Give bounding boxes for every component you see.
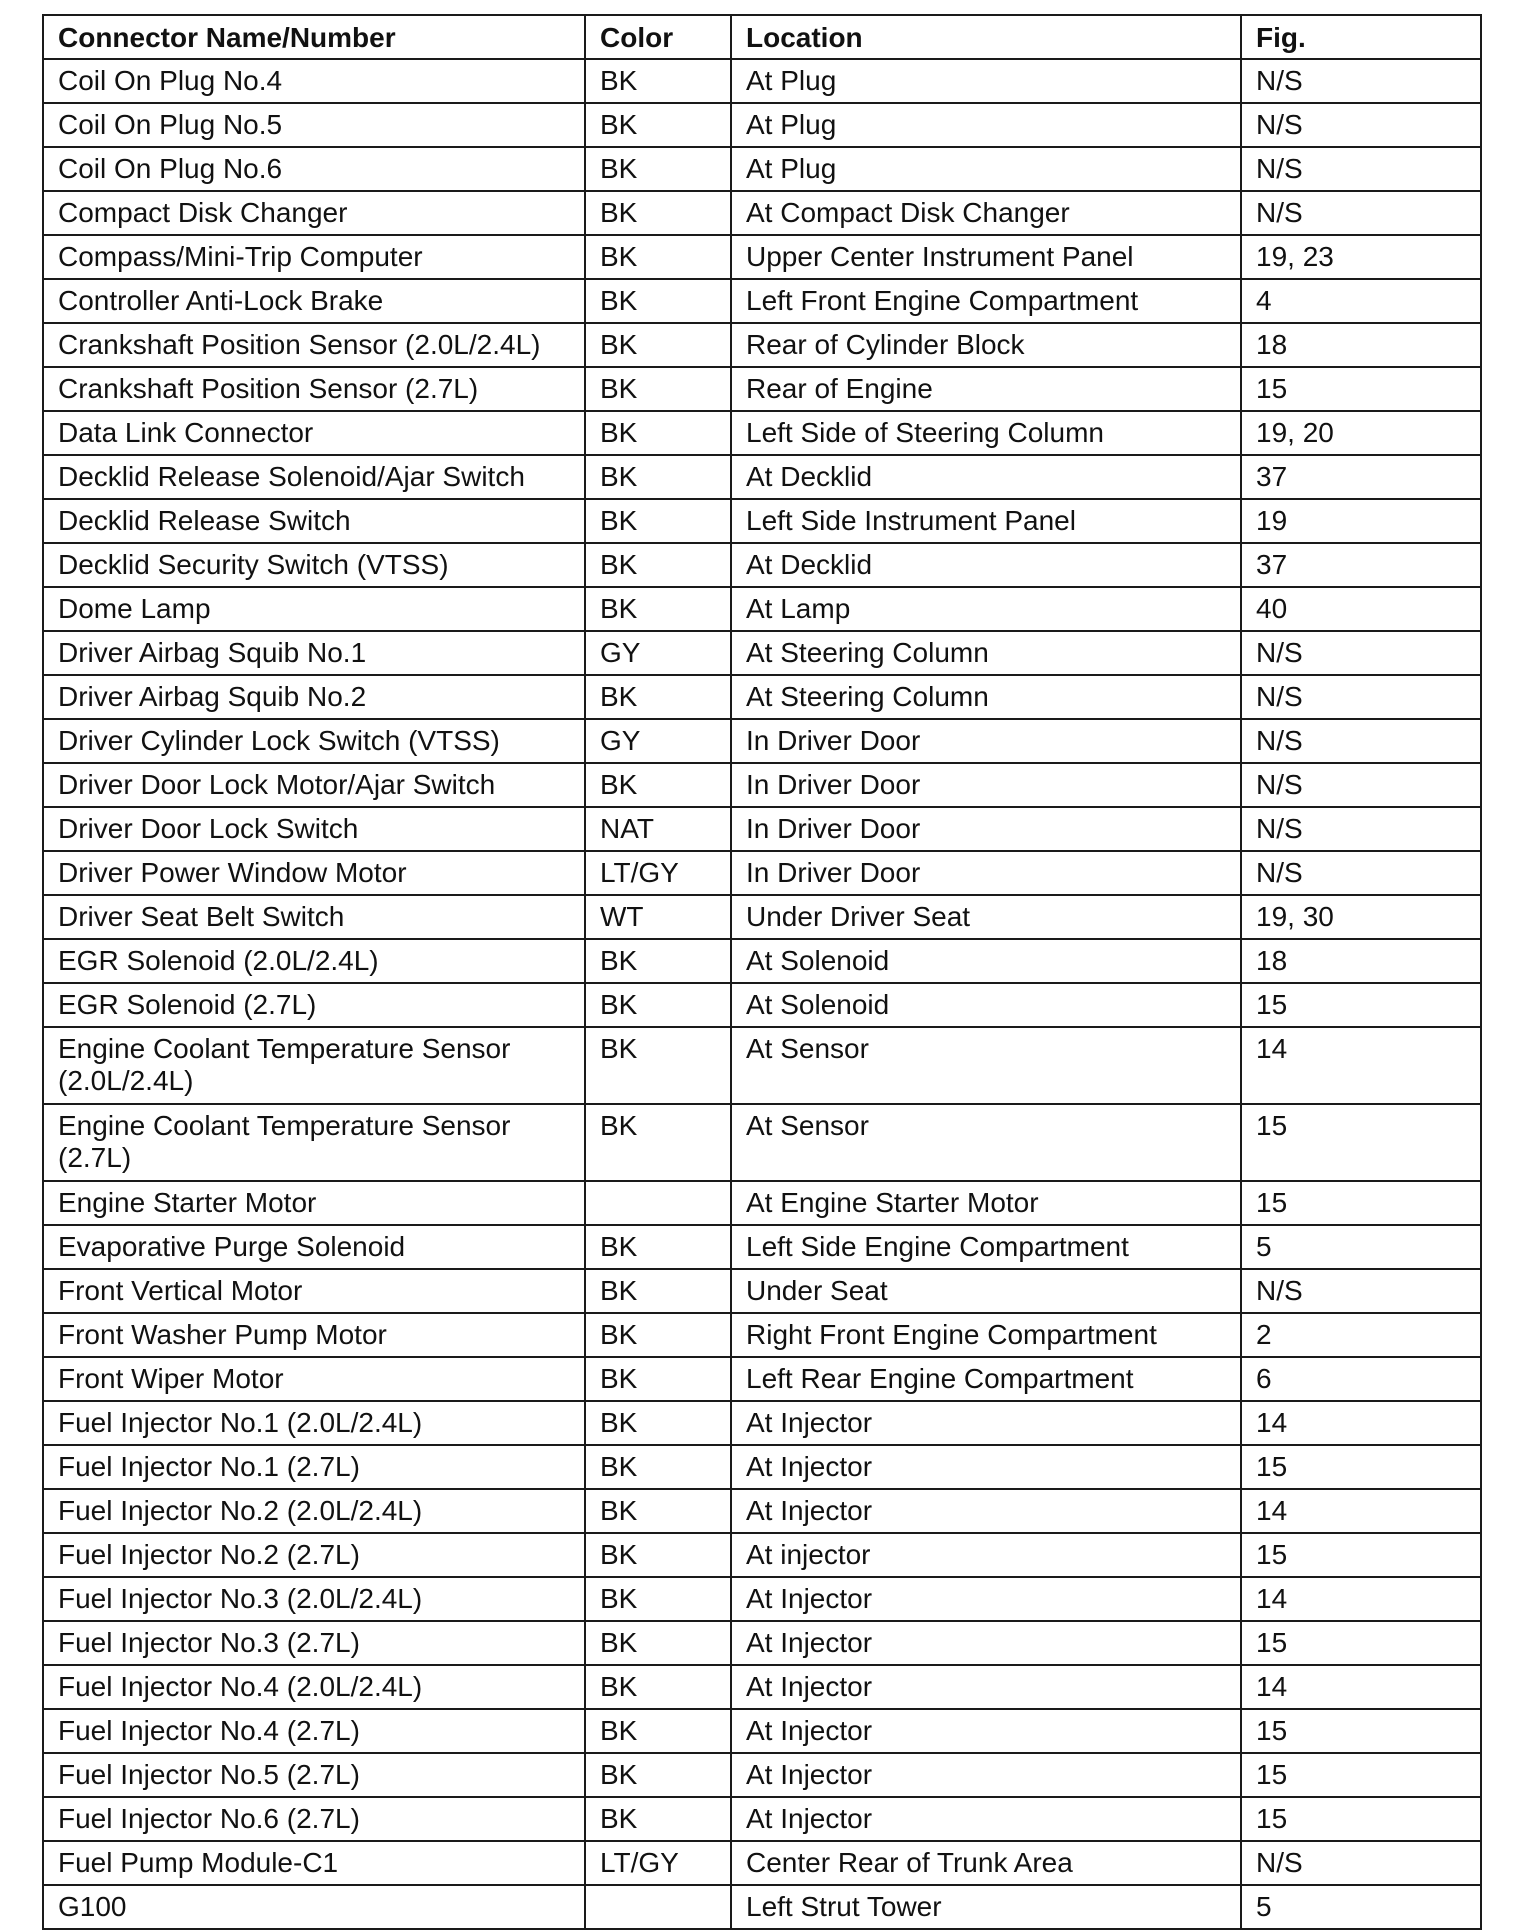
cell-fig: 14 (1241, 1665, 1481, 1709)
header-row (43, 15, 1481, 59)
cell-fig: 15 (1241, 1753, 1481, 1797)
cell-location: In Driver Door (731, 763, 1241, 807)
cell-fig: 14 (1241, 1027, 1481, 1104)
cell-location: At Solenoid (731, 939, 1241, 983)
cell-location: In Driver Door (731, 851, 1241, 895)
cell-connector-name: Fuel Injector No.1 (2.7L) (43, 1445, 585, 1489)
cell-fig: 14 (1241, 1489, 1481, 1533)
cell-connector-name: Engine Coolant Temperature Sensor (2.0L/2.4L) (43, 1027, 585, 1104)
cell-connector-name: Engine Starter Motor (43, 1181, 585, 1225)
cell-location: Right Front Engine Compartment (731, 1313, 1241, 1357)
cell-location: At Sensor (731, 1104, 1241, 1181)
cell-fig: N/S (1241, 147, 1481, 191)
cell-fig: N/S (1241, 631, 1481, 675)
cell-connector-name: Driver Cylinder Lock Switch (VTSS) (43, 719, 585, 763)
cell-color: BK (585, 1445, 731, 1489)
cell-location: At Injector (731, 1797, 1241, 1841)
cell-location: At injector (731, 1533, 1241, 1577)
cell-connector-name: Fuel Injector No.4 (2.0L/2.4L) (43, 1665, 585, 1709)
cell-color: BK (585, 1709, 731, 1753)
cell-fig: N/S (1241, 1269, 1481, 1313)
cell-color: BK (585, 675, 731, 719)
cell-color: BK (585, 1313, 731, 1357)
table-row (43, 235, 1481, 279)
table-row (43, 323, 1481, 367)
cell-connector-name: Decklid Release Solenoid/Ajar Switch (43, 455, 585, 499)
cell-location: Left Side Instrument Panel (731, 499, 1241, 543)
cell-fig: 19, 20 (1241, 411, 1481, 455)
table-row (43, 763, 1481, 807)
cell-fig: 40 (1241, 587, 1481, 631)
cell-location: Left Strut Tower (731, 1885, 1241, 1929)
cell-connector-name: Driver Airbag Squib No.2 (43, 675, 585, 719)
cell-location: Rear of Cylinder Block (731, 323, 1241, 367)
cell-connector-name: Driver Seat Belt Switch (43, 895, 585, 939)
cell-connector-name: Front Vertical Motor (43, 1269, 585, 1313)
cell-connector-name: Controller Anti-Lock Brake (43, 279, 585, 323)
cell-fig: 15 (1241, 1797, 1481, 1841)
cell-location: Upper Center Instrument Panel (731, 235, 1241, 279)
cell-fig: N/S (1241, 59, 1481, 103)
cell-location: At Plug (731, 147, 1241, 191)
cell-fig: N/S (1241, 1841, 1481, 1885)
cell-color: BK (585, 1489, 731, 1533)
cell-location: At Injector (731, 1665, 1241, 1709)
cell-connector-name: Evaporative Purge Solenoid (43, 1225, 585, 1269)
cell-location: Left Front Engine Compartment (731, 279, 1241, 323)
cell-location: At Injector (731, 1445, 1241, 1489)
cell-connector-name: Crankshaft Position Sensor (2.0L/2.4L) (43, 323, 585, 367)
cell-connector-name: Fuel Injector No.3 (2.0L/2.4L) (43, 1577, 585, 1621)
table-row (43, 279, 1481, 323)
cell-connector-name: Compact Disk Changer (43, 191, 585, 235)
cell-color: LT/GY (585, 851, 731, 895)
cell-location: At Injector (731, 1577, 1241, 1621)
cell-color: BK (585, 587, 731, 631)
cell-color: BK (585, 279, 731, 323)
cell-location: Left Side of Steering Column (731, 411, 1241, 455)
cell-fig: 14 (1241, 1577, 1481, 1621)
cell-location: Left Rear Engine Compartment (731, 1357, 1241, 1401)
cell-location: At Injector (731, 1709, 1241, 1753)
cell-fig: 14 (1241, 1401, 1481, 1445)
cell-fig: 15 (1241, 1621, 1481, 1665)
cell-connector-name: Fuel Injector No.3 (2.7L) (43, 1621, 585, 1665)
cell-color: WT (585, 895, 731, 939)
cell-connector-name: Driver Airbag Squib No.1 (43, 631, 585, 675)
cell-fig: N/S (1241, 675, 1481, 719)
cell-connector-name: Driver Power Window Motor (43, 851, 585, 895)
table-row (43, 675, 1481, 719)
cell-color: BK (585, 763, 731, 807)
cell-location: Left Side Engine Compartment (731, 1225, 1241, 1269)
table-row (43, 1269, 1481, 1313)
table-row (43, 983, 1481, 1027)
cell-location: At Injector (731, 1621, 1241, 1665)
table-row (43, 103, 1481, 147)
cell-connector-name: Fuel Injector No.2 (2.7L) (43, 1533, 585, 1577)
cell-connector-name: Fuel Injector No.2 (2.0L/2.4L) (43, 1489, 585, 1533)
cell-fig: 18 (1241, 939, 1481, 983)
cell-fig: N/S (1241, 719, 1481, 763)
table-row (43, 807, 1481, 851)
cell-location: At Plug (731, 103, 1241, 147)
cell-connector-name: Engine Coolant Temperature Sensor (2.7L) (43, 1104, 585, 1181)
cell-connector-name: Driver Door Lock Switch (43, 807, 585, 851)
cell-color: BK (585, 983, 731, 1027)
cell-connector-name: Driver Door Lock Motor/Ajar Switch (43, 763, 585, 807)
cell-location: At Injector (731, 1401, 1241, 1445)
cell-location: At Steering Column (731, 631, 1241, 675)
cell-color: NAT (585, 807, 731, 851)
table-row (43, 543, 1481, 587)
table-row (43, 1027, 1481, 1104)
cell-color: BK (585, 147, 731, 191)
table-row (43, 1709, 1481, 1753)
cell-color: BK (585, 1225, 731, 1269)
cell-fig: 37 (1241, 543, 1481, 587)
table-row (43, 367, 1481, 411)
connector-table (42, 14, 1482, 1930)
table-row (43, 1841, 1481, 1885)
cell-fig: 15 (1241, 1181, 1481, 1225)
cell-color: BK (585, 1577, 731, 1621)
cell-fig: 15 (1241, 1533, 1481, 1577)
cell-location: At Decklid (731, 543, 1241, 587)
table-row (43, 719, 1481, 763)
table-row (43, 191, 1481, 235)
table-row (43, 1357, 1481, 1401)
cell-fig: 5 (1241, 1885, 1481, 1929)
cell-color: BK (585, 1753, 731, 1797)
cell-color: BK (585, 455, 731, 499)
cell-location: Under Driver Seat (731, 895, 1241, 939)
cell-color: BK (585, 1797, 731, 1841)
cell-color: BK (585, 1621, 731, 1665)
cell-fig: 15 (1241, 983, 1481, 1027)
cell-fig: N/S (1241, 807, 1481, 851)
cell-color: BK (585, 1104, 731, 1181)
table-row (43, 1489, 1481, 1533)
cell-connector-name: Coil On Plug No.6 (43, 147, 585, 191)
cell-connector-name: G100 (43, 1885, 585, 1929)
table-row (43, 1104, 1481, 1181)
cell-fig: 18 (1241, 323, 1481, 367)
table-row (43, 59, 1481, 103)
cell-location: Rear of Engine (731, 367, 1241, 411)
cell-fig: 19, 23 (1241, 235, 1481, 279)
cell-color: BK (585, 1401, 731, 1445)
table-row (43, 1313, 1481, 1357)
cell-color: BK (585, 1533, 731, 1577)
cell-fig: N/S (1241, 763, 1481, 807)
cell-fig: 19, 30 (1241, 895, 1481, 939)
cell-fig: 2 (1241, 1313, 1481, 1357)
cell-connector-name: EGR Solenoid (2.0L/2.4L) (43, 939, 585, 983)
cell-connector-name: Data Link Connector (43, 411, 585, 455)
table-row (43, 939, 1481, 983)
cell-location: At Injector (731, 1489, 1241, 1533)
cell-location: At Steering Column (731, 675, 1241, 719)
cell-color: BK (585, 1269, 731, 1313)
cell-connector-name: Coil On Plug No.5 (43, 103, 585, 147)
cell-color: BK (585, 235, 731, 279)
table-row (43, 1753, 1481, 1797)
table-row (43, 851, 1481, 895)
table-row (43, 1621, 1481, 1665)
cell-color (585, 1181, 731, 1225)
cell-location: At Plug (731, 59, 1241, 103)
cell-fig: N/S (1241, 191, 1481, 235)
cell-color: BK (585, 323, 731, 367)
cell-color: BK (585, 191, 731, 235)
cell-connector-name: Front Wiper Motor (43, 1357, 585, 1401)
cell-location: At Injector (731, 1753, 1241, 1797)
cell-fig: 5 (1241, 1225, 1481, 1269)
cell-color (585, 1885, 731, 1929)
table-row (43, 895, 1481, 939)
cell-connector-name: Fuel Injector No.6 (2.7L) (43, 1797, 585, 1841)
cell-fig: 15 (1241, 1709, 1481, 1753)
cell-connector-name: Dome Lamp (43, 587, 585, 631)
table-row (43, 587, 1481, 631)
table-row (43, 1577, 1481, 1621)
cell-connector-name: Decklid Security Switch (VTSS) (43, 543, 585, 587)
table-row (43, 411, 1481, 455)
cell-connector-name: Fuel Injector No.4 (2.7L) (43, 1709, 585, 1753)
table-row (43, 147, 1481, 191)
cell-location: In Driver Door (731, 807, 1241, 851)
cell-color: BK (585, 103, 731, 147)
cell-location: Under Seat (731, 1269, 1241, 1313)
cell-color: LT/GY (585, 1841, 731, 1885)
header-fig: Fig. (1241, 15, 1481, 59)
cell-fig: N/S (1241, 103, 1481, 147)
table-row (43, 1885, 1481, 1929)
cell-color: BK (585, 1027, 731, 1104)
table-row (43, 1401, 1481, 1445)
cell-location: At Decklid (731, 455, 1241, 499)
cell-location: In Driver Door (731, 719, 1241, 763)
cell-fig: 6 (1241, 1357, 1481, 1401)
cell-connector-name: Coil On Plug No.4 (43, 59, 585, 103)
header-color: Color (585, 15, 731, 59)
table-row (43, 1225, 1481, 1269)
cell-connector-name: EGR Solenoid (2.7L) (43, 983, 585, 1027)
cell-connector-name: Decklid Release Switch (43, 499, 585, 543)
cell-color: BK (585, 1357, 731, 1401)
cell-color: BK (585, 543, 731, 587)
cell-fig: 15 (1241, 1104, 1481, 1181)
cell-color: GY (585, 719, 731, 763)
header-connector-name: Connector Name/Number (43, 15, 585, 59)
cell-color: BK (585, 367, 731, 411)
cell-connector-name: Fuel Injector No.1 (2.0L/2.4L) (43, 1401, 585, 1445)
cell-location: At Solenoid (731, 983, 1241, 1027)
cell-color: BK (585, 1665, 731, 1709)
cell-connector-name: Fuel Pump Module-C1 (43, 1841, 585, 1885)
cell-fig: 15 (1241, 1445, 1481, 1489)
cell-color: BK (585, 499, 731, 543)
cell-color: BK (585, 939, 731, 983)
cell-connector-name: Compass/Mini-Trip Computer (43, 235, 585, 279)
cell-color: BK (585, 59, 731, 103)
cell-color: GY (585, 631, 731, 675)
table-row (43, 1665, 1481, 1709)
header-location: Location (731, 15, 1241, 59)
table-row (43, 1181, 1481, 1225)
cell-location: At Lamp (731, 587, 1241, 631)
cell-fig: 37 (1241, 455, 1481, 499)
cell-fig: N/S (1241, 851, 1481, 895)
cell-location: At Sensor (731, 1027, 1241, 1104)
cell-fig: 19 (1241, 499, 1481, 543)
table-row (43, 499, 1481, 543)
table-row (43, 631, 1481, 675)
table-row (43, 455, 1481, 499)
cell-connector-name: Crankshaft Position Sensor (2.7L) (43, 367, 585, 411)
table-row (43, 1797, 1481, 1841)
table-row (43, 1445, 1481, 1489)
cell-fig: 4 (1241, 279, 1481, 323)
cell-location: Center Rear of Trunk Area (731, 1841, 1241, 1885)
cell-location: At Engine Starter Motor (731, 1181, 1241, 1225)
cell-location: At Compact Disk Changer (731, 191, 1241, 235)
cell-color: BK (585, 411, 731, 455)
cell-fig: 15 (1241, 367, 1481, 411)
cell-connector-name: Front Washer Pump Motor (43, 1313, 585, 1357)
table-row (43, 1533, 1481, 1577)
cell-connector-name: Fuel Injector No.5 (2.7L) (43, 1753, 585, 1797)
